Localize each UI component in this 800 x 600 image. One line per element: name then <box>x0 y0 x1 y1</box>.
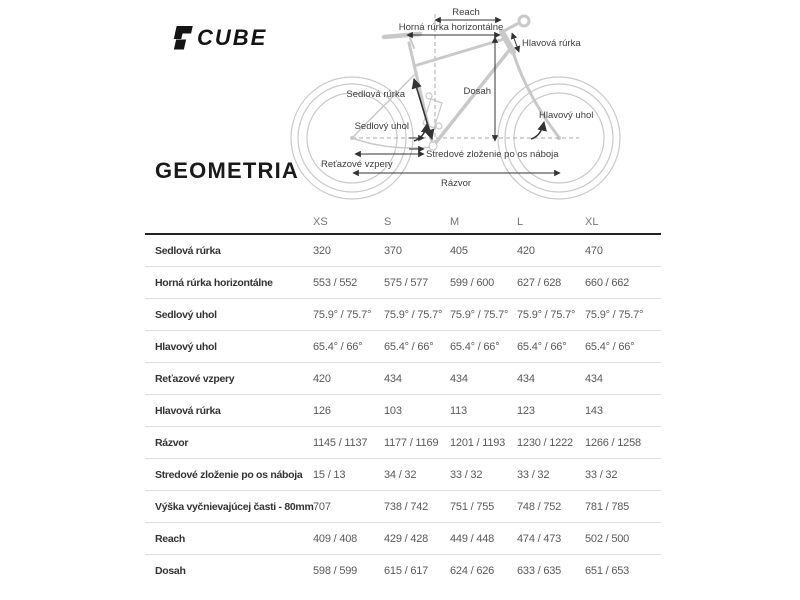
table-row <box>145 491 661 523</box>
diagram-label-head-angle: Hlavový uhol <box>539 110 594 121</box>
cell-value: 553 / 552 <box>313 276 358 289</box>
table-row <box>145 235 661 267</box>
cube-logo[interactable] <box>166 25 267 51</box>
cell-value: 143 <box>585 404 603 417</box>
table-row <box>145 267 661 299</box>
cell-value: 65.4° / 66° <box>384 340 434 353</box>
table-row <box>145 459 661 491</box>
cell-value: 575 / 577 <box>384 276 429 289</box>
chain-stays <box>352 138 433 148</box>
cell-value: 1266 / 1258 <box>585 436 641 449</box>
cell-value: 75.9° / 75.7° <box>585 308 644 321</box>
cell-value: 126 <box>313 404 331 417</box>
top-tube <box>414 39 504 66</box>
cell-value: 449 / 448 <box>450 532 495 545</box>
cell-value: 598 / 599 <box>313 564 358 577</box>
cell-value: 113 <box>450 404 467 417</box>
table-row <box>145 395 661 427</box>
cell-value: 434 <box>384 372 402 385</box>
cell-value: 33 / 32 <box>585 468 618 481</box>
table-row <box>145 331 661 363</box>
row-label: Sedlový uhol <box>155 308 217 321</box>
handlebar-grip <box>519 16 529 26</box>
column-header-s: S <box>384 216 392 228</box>
table-header <box>145 208 661 233</box>
stem <box>502 24 517 32</box>
row-label: Hlavová rúrka <box>155 404 221 417</box>
cell-value: 75.9° / 75.7° <box>517 308 576 321</box>
head-angle-arc <box>531 122 544 139</box>
diagram-label-bb-drop: Stredové zloženie po os náboja <box>426 149 559 160</box>
diagram-label-wheelbase: Rázvor <box>440 178 472 189</box>
row-label: Reťazové vzpery <box>155 372 235 385</box>
cube-logo-text: CUBE <box>197 25 268 50</box>
cell-value: 1230 / 1222 <box>517 436 573 449</box>
cell-value: 624 / 626 <box>450 564 495 577</box>
cell-value: 75.9° / 75.7° <box>384 308 443 321</box>
cell-value: 65.4° / 66° <box>313 340 363 353</box>
table-row <box>145 363 661 395</box>
table-row <box>145 299 661 331</box>
cell-value: 33 / 32 <box>450 468 483 481</box>
cell-value: 33 / 32 <box>517 468 550 481</box>
seat-tube-arrow <box>414 79 432 139</box>
diagram-label-seat-tube: Sedlová rúrka <box>346 89 405 100</box>
cell-value: 429 / 428 <box>384 532 429 545</box>
diagram-label-top-tube: Horná rúrka horizontálne <box>398 22 504 33</box>
cell-value: 434 <box>450 372 468 385</box>
cell-value: 65.4° / 66° <box>517 340 567 353</box>
cell-value: 75.9° / 75.7° <box>450 308 509 321</box>
cell-value: 405 <box>450 244 468 257</box>
cell-value: 34 / 32 <box>384 468 417 481</box>
cell-value: 615 / 617 <box>384 564 429 577</box>
rear-shock <box>423 99 442 128</box>
cell-value: 123 <box>517 404 535 417</box>
row-label: Stredové zloženie po os náboja <box>155 468 303 481</box>
cell-value: 651 / 653 <box>585 564 630 577</box>
cell-value: 633 / 635 <box>517 564 562 577</box>
cell-value: 75.9° / 75.7° <box>313 308 372 321</box>
cell-value: 474 / 473 <box>517 532 562 545</box>
column-header-m: M <box>450 216 460 228</box>
cell-value: 738 / 742 <box>384 500 429 513</box>
table-row <box>145 523 661 555</box>
cell-value: 751 / 755 <box>450 500 495 513</box>
bike-geometry-diagram <box>283 2 663 208</box>
cell-value: 1145 / 1137 <box>313 436 368 449</box>
cell-value: 420 <box>517 244 535 257</box>
row-label: Horná rúrka horizontálne <box>155 276 273 289</box>
column-header-l: L <box>517 216 524 228</box>
page-title: GEOMETRIA <box>155 158 300 183</box>
diagram-label-head-tube: Hlavová rúrka <box>522 38 581 49</box>
cell-value: 434 <box>517 372 535 385</box>
cell-value: 627 / 628 <box>517 276 562 289</box>
row-label: Sedlová rúrka <box>155 244 221 257</box>
table-body <box>145 233 661 586</box>
cell-value: 599 / 600 <box>450 276 495 289</box>
row-label: Výška vyčnievajúcej časti - 80mm <box>155 500 314 513</box>
cell-value: 502 / 500 <box>585 532 630 545</box>
row-label: Reach <box>155 532 186 545</box>
cell-value: 748 / 752 <box>517 500 562 513</box>
cell-value: 1201 / 1193 <box>450 436 506 449</box>
row-label: Rázvor <box>155 436 189 449</box>
cell-value: 409 / 408 <box>313 532 358 545</box>
cell-value: 660 / 662 <box>585 276 630 289</box>
cell-value: 434 <box>585 372 603 385</box>
cell-value: 707 <box>313 500 331 513</box>
head-tube <box>502 32 513 52</box>
table-row <box>145 427 661 459</box>
cell-value: 1177 / 1169 <box>384 436 439 449</box>
cell-value: 470 <box>585 244 603 257</box>
table-row <box>145 555 661 586</box>
diagram-label-chainstays: Reťazové vzpery <box>321 159 393 170</box>
row-label: Hlavový uhol <box>155 340 217 353</box>
cube-logo-icon <box>166 25 193 51</box>
cell-value: 103 <box>384 404 402 417</box>
cell-value: 65.4° / 66° <box>585 340 635 353</box>
row-label: Dosah <box>155 564 186 577</box>
column-header-xl: XL <box>585 216 599 228</box>
diagram-label-reach: Reach <box>452 7 480 18</box>
cell-value: 420 <box>313 372 331 385</box>
cell-value: 65.4° / 66° <box>450 340 500 353</box>
cell-value: 370 <box>384 244 402 257</box>
cell-value: 781 / 785 <box>585 500 630 513</box>
cell-value: 320 <box>313 244 331 257</box>
geometry-table <box>145 208 661 586</box>
cell-value: 15 / 13 <box>313 468 346 481</box>
column-header-xs: XS <box>313 216 328 228</box>
diagram-label-stack: Dosah <box>463 86 491 97</box>
diagram-label-seat-angle: Sedlový uhol <box>354 121 409 132</box>
